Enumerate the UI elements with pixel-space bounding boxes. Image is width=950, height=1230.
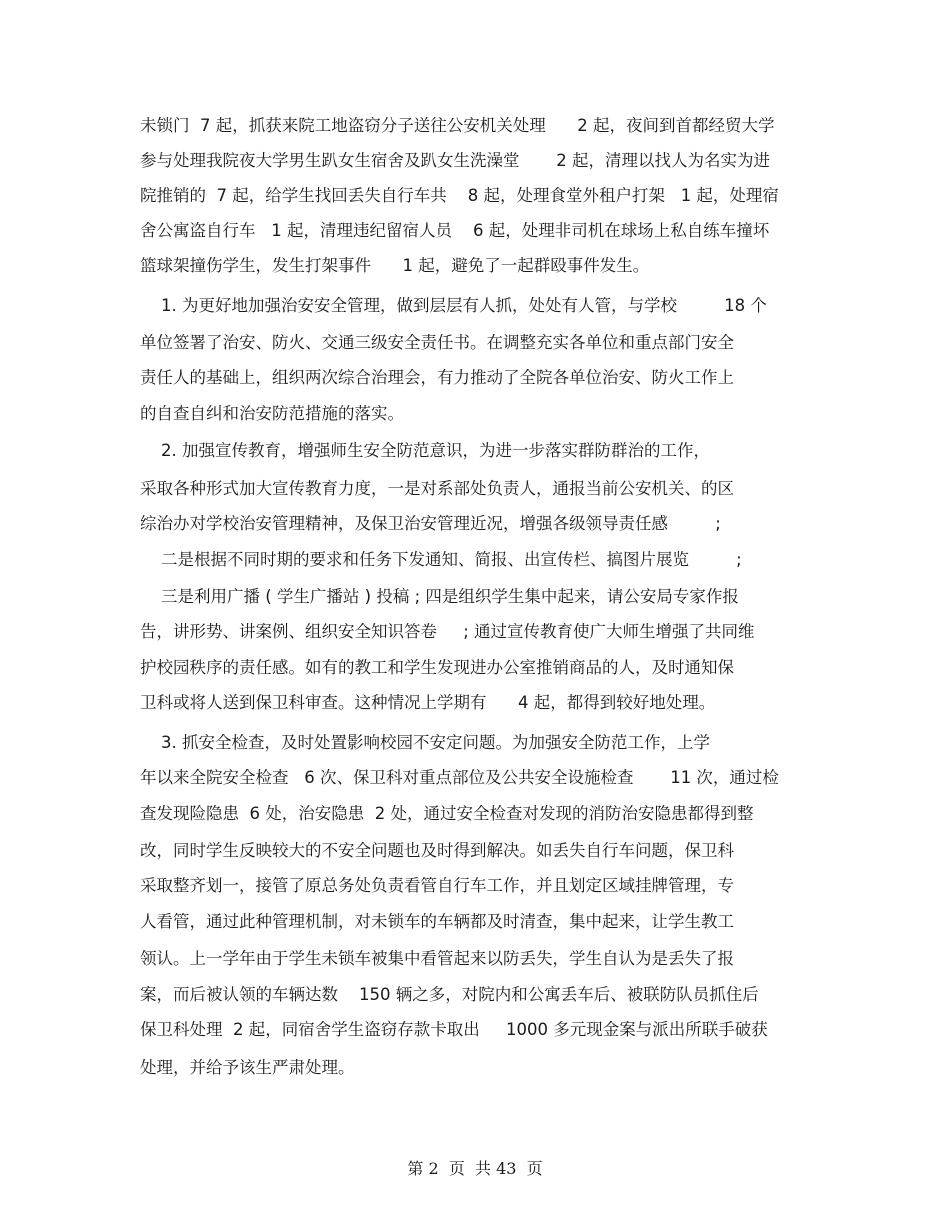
text-line: 领认。上一学年由于学生未锁车被集中看管起来以防丢失，学生自认为是丢失了报 bbox=[140, 949, 734, 968]
text-line: 责任人的基础上，组织两次综合治理会，有力推动了全院各单位治安、防火工作上 bbox=[140, 368, 734, 387]
text-line: 篮球架撞伤学生，发生打架事件 1 起，避免了一起群殴事件发生。 bbox=[140, 256, 650, 275]
text-line: 3. 抓安全检查，及时处置影响校园不安定问题。为加强安全防范工作，上学 bbox=[140, 733, 710, 752]
text-line: 护校园秩序的责任感。如有的教工和学生发现进办公室推销商品的人，及时通知保 bbox=[140, 658, 734, 677]
text-line: 的自查自纠和治安防范措施的落实。 bbox=[140, 404, 404, 423]
text-line: 处理，并给予该生严肃处理。 bbox=[140, 1058, 355, 1077]
text-line: 参与处理我院夜大学男生趴女生宿舍及趴女生洗澡堂 2 起，清理以找人为名实为进 bbox=[140, 151, 770, 170]
text-line: 卫科或将人送到保卫科审查。这种情况上学期有 4 起，都得到较好地处理。 bbox=[140, 693, 716, 712]
text-line: 2. 加强宣传教育，增强师生安全防范意识，为进一步落实群防群治的工作， bbox=[140, 441, 710, 460]
text-line: 舍公寓盗自行车 1 起，清理违纪留宿人员 6 起，处理非司机在球场上私自练车撞坏 bbox=[140, 221, 770, 240]
text-line: 年以来全院安全检查 6 次、保卫科对重点部位及公共安全设施检查 11 次，通过检 bbox=[140, 768, 779, 787]
text-line: 采取整齐划一，接管了原总务处负责看管自行车工作，并且划定区域挂牌管理，专 bbox=[140, 876, 734, 895]
text-line: 案，而后被认领的车辆达数 150 辆之多，对院内和公寓丢车后、被联防队员抓住后 bbox=[140, 985, 759, 1004]
text-line: 1. 为更好地加强治安安全管理，做到层层有人抓，处处有人管，与学校 18 个 bbox=[140, 296, 767, 315]
text-line: 保卫科处理 2 起，同宿舍学生盗窃存款卡取出 1000 多元现金案与派出所联手破获 bbox=[140, 1020, 768, 1039]
text-line: 三是利用广播 ( 学生广播站 ) 投稿 ; 四是组织学生集中起来，请公安局专家作报 bbox=[140, 587, 739, 606]
text-line: 采取各种形式加大宣传教育力度，一是对系部处负责人，通报当前公安机关、的区 bbox=[140, 479, 734, 498]
page-footer: 第 2 页 共 43 页 bbox=[407, 1159, 543, 1178]
text-line: 综治办对学校治安管理精神，及保卫治安管理近况，增强各级领导责任感 ; bbox=[140, 514, 721, 533]
text-line: 单位签署了治安、防火、交通三级安全责任书。在调整充实各单位和重点部门安全 bbox=[140, 333, 734, 352]
text-line: 院推销的 7 起，给学生找回丢失自行车共 8 起，处理食堂外租户打架 1 起，处理宿 bbox=[140, 186, 779, 205]
text-line: 改，同时学生反映较大的不安全问题也及时得到解决。如丢失自行车问题，保卫科 bbox=[140, 841, 734, 860]
text-line: 告，讲形势、讲案例、组织安全知识答卷 ; 通过宣传教育使广大师生增强了共同维 bbox=[140, 622, 755, 641]
text-line: 查发现险隐患 6 处，治安隐患 2 处，通过安全检查对发现的消防治安隐患都得到整 bbox=[140, 804, 754, 823]
text-line: 二是根据不同时期的要求和任务下发通知、简报、出宣传栏、搞图片展览 ; bbox=[140, 550, 742, 569]
text-line: 未锁门 7 起，抓获来院工地盗窃分子送往公安机关处理 2 起，夜间到首都经贸大学 bbox=[140, 116, 775, 135]
text-line: 人看管，通过此种管理机制，对未锁车的车辆都及时清查，集中起来，让学生教工 bbox=[140, 912, 734, 931]
